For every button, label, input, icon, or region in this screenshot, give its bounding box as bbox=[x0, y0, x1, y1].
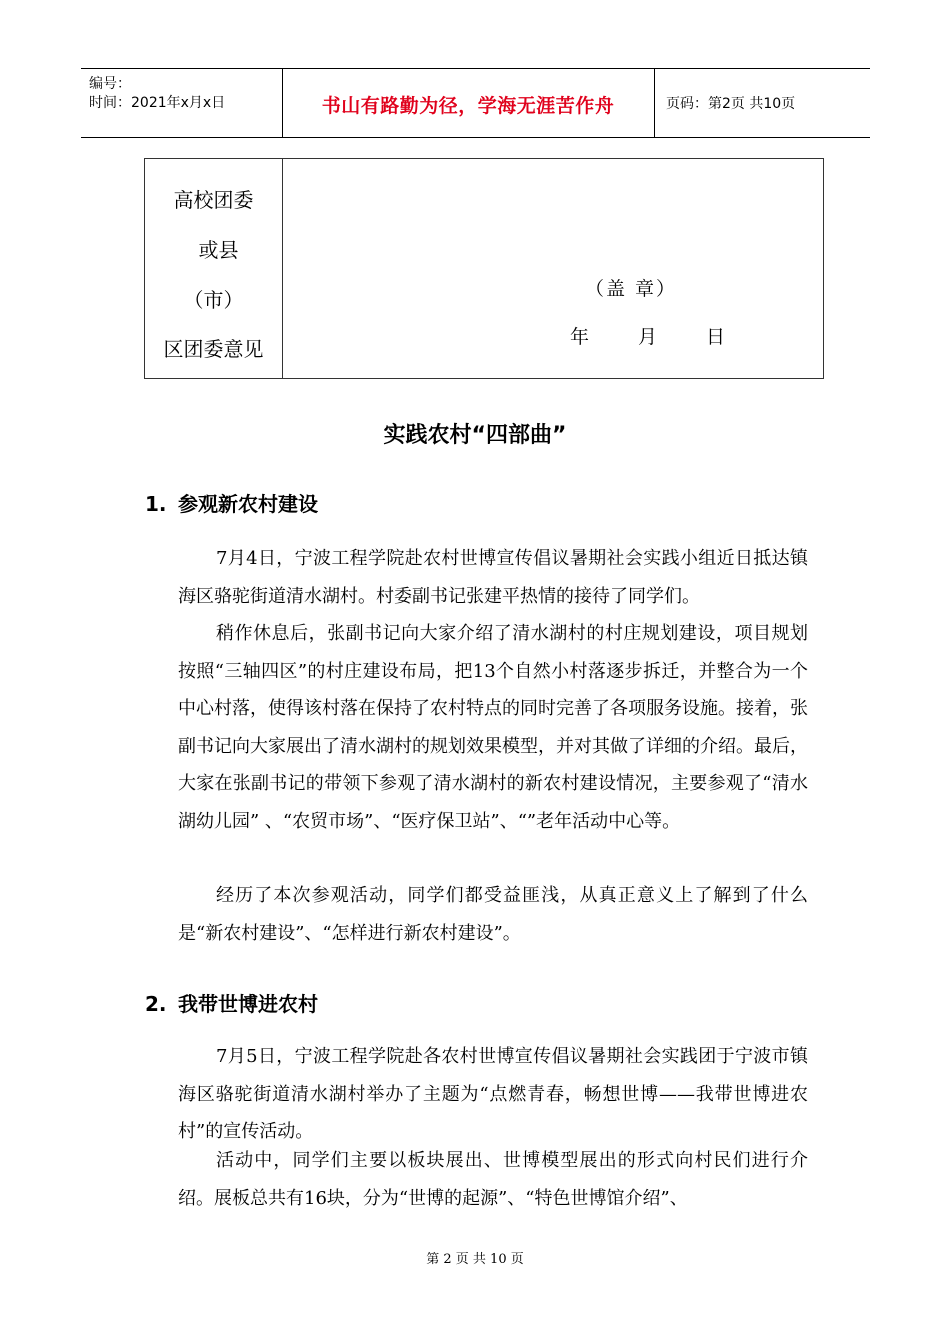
header-meta bbox=[89, 75, 225, 113]
page-header bbox=[81, 68, 870, 138]
seal-placeholder: （盖 章） bbox=[585, 278, 678, 300]
paragraph: 7月4日，宁波工程学院赴农村世博宣传倡议暑期社会实践小组近日抵达镇海区骆驼街道清水湖村。村委副书记张建平热情的接待了同学们。 bbox=[178, 548, 808, 607]
opinion-label-line: （市） bbox=[183, 288, 244, 312]
section-title: 参观新农村建设 bbox=[178, 492, 318, 516]
paragraph: 稍作休息后，张副书记向大家介绍了清水湖村的村庄规划建设，项目规划按照“三轴四区”的村庄建设布局，把13个自然小村落逐步拆迁，并整合为一个中心村落，使得该村落在保持了农村特点的同时完善了各项服务设施。接着，张副书记向大家展出了清水湖村的规划效果模型，并对其做了详细的介绍。最后，大家在张副书记的带领下参观了清水湖村的新农村建设情况，主要参观了“清水湖幼儿园” 、“农贸市场”、“医疗保卫站”、“”老年活动中心等。 bbox=[178, 623, 808, 832]
section-number: 1. bbox=[145, 492, 167, 516]
opinion-label-line: 高校团委 bbox=[173, 188, 254, 212]
section-number: 2. bbox=[145, 992, 167, 1016]
paragraph: 7月5日，宁波工程学院赴各农村世博宣传倡议暑期社会实践团于宁波市镇海区骆驼街道清水湖村举办了主题为“点燃青春，畅想世博——我带世博进农村”的宣传活动。 bbox=[178, 1046, 808, 1142]
page-footer: 第 2 页 共 10 页 bbox=[426, 1252, 524, 1267]
opinion-table-divider bbox=[282, 159, 283, 378]
header-page-number: 页码：第2页 共10页 bbox=[666, 96, 796, 112]
date-year: 年 bbox=[570, 326, 590, 348]
opinion-label-line: 或县 bbox=[198, 238, 239, 262]
article-title: 实践农村“四部曲” bbox=[383, 423, 567, 448]
section-heading bbox=[145, 488, 318, 517]
opinion-table bbox=[144, 158, 824, 379]
opinion-label-line: 区团委意见 bbox=[163, 337, 264, 361]
section-heading bbox=[145, 988, 318, 1017]
section-title: 我带世博进农村 bbox=[178, 992, 318, 1016]
header-divider bbox=[654, 69, 655, 137]
header-code-label: 编号： bbox=[89, 76, 131, 92]
date-month: 月 bbox=[638, 326, 658, 348]
date-placeholder bbox=[570, 322, 774, 349]
paragraph: 经历了本次参观活动，同学们都受益匪浅，从真正意义上了解到了什么是“新农村建设”、“怎样进行新农村建设”。 bbox=[178, 885, 808, 944]
date-day: 日 bbox=[706, 326, 726, 348]
header-motto: 书山有路勤为径，学海无涯苦作舟 bbox=[321, 95, 615, 117]
paragraph: 活动中，同学们主要以板块展出、世博模型展出的形式向村民们进行介绍。展板总共有16块，分为“世博的起源”、“特色世博馆介绍”、 bbox=[178, 1150, 808, 1209]
header-time: 时间：2021年x月x日 bbox=[89, 95, 226, 111]
